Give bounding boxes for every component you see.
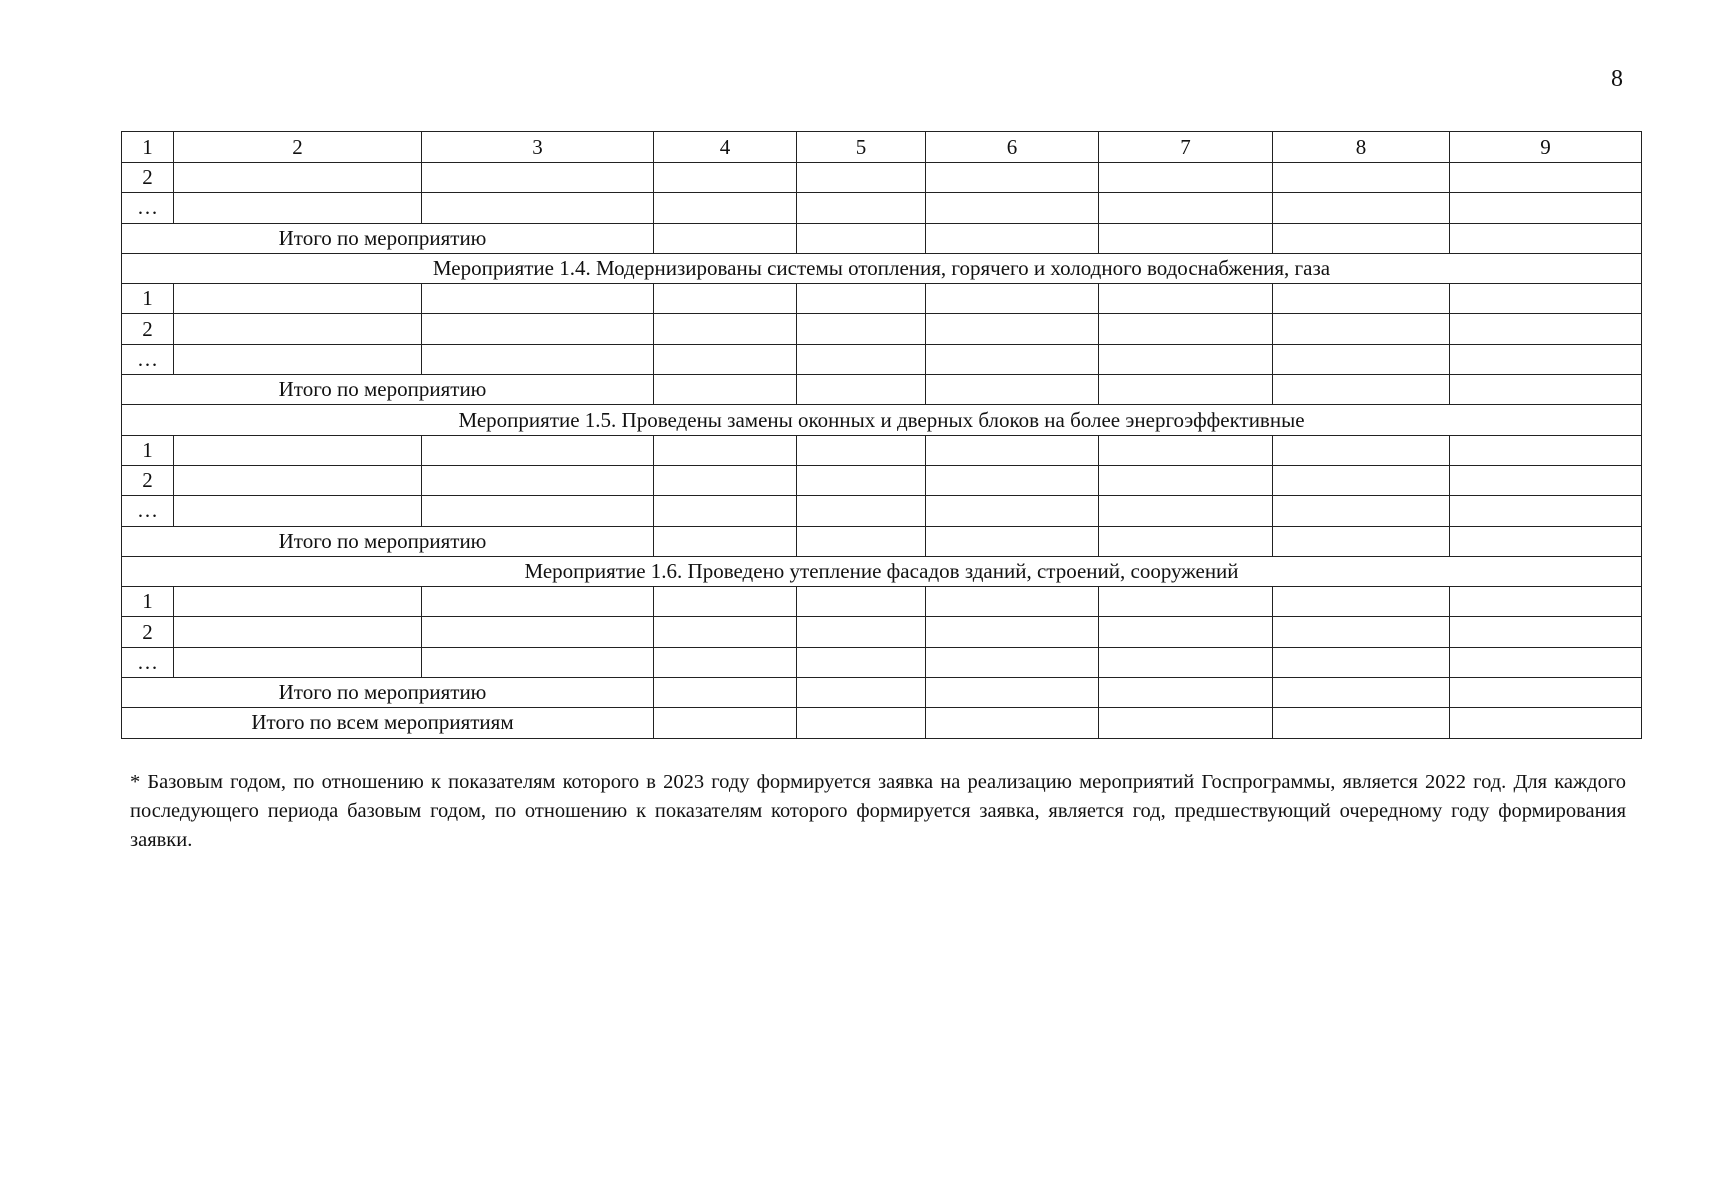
empty-cell [1273, 193, 1450, 223]
column-header: 5 [797, 132, 926, 163]
column-header: 9 [1450, 132, 1642, 163]
activity-total-row [122, 526, 1642, 556]
empty-cell [1450, 526, 1642, 556]
empty-cell [174, 314, 422, 344]
table-row [122, 647, 1642, 677]
empty-cell [926, 708, 1099, 738]
activities-table [121, 131, 1642, 739]
row-number: 2 [122, 163, 174, 193]
empty-cell [654, 375, 797, 405]
activity-total-label: Итого по мероприятию [122, 526, 654, 556]
empty-cell [422, 344, 654, 374]
empty-cell [1099, 223, 1273, 253]
page-number: 8 [1611, 66, 1623, 92]
empty-cell [797, 617, 926, 647]
empty-cell [1099, 193, 1273, 223]
empty-cell [1450, 193, 1642, 223]
empty-cell [926, 587, 1099, 617]
empty-cell [926, 526, 1099, 556]
activity-title-row [122, 556, 1642, 586]
empty-cell [1450, 678, 1642, 708]
column-header: 7 [1099, 132, 1273, 163]
table-row [122, 163, 1642, 193]
empty-cell [797, 708, 926, 738]
table-row [122, 435, 1642, 465]
empty-cell [654, 344, 797, 374]
table-row [122, 344, 1642, 374]
empty-cell [1450, 465, 1642, 495]
empty-cell [926, 465, 1099, 495]
column-header: 3 [422, 132, 654, 163]
empty-cell [654, 193, 797, 223]
row-number: 1 [122, 284, 174, 314]
empty-cell [654, 163, 797, 193]
empty-cell [1273, 284, 1450, 314]
empty-cell [797, 344, 926, 374]
empty-cell [926, 193, 1099, 223]
empty-cell [174, 344, 422, 374]
activity-total-label: Итого по мероприятию [122, 223, 654, 253]
empty-cell [926, 647, 1099, 677]
empty-cell [654, 223, 797, 253]
row-number: … [122, 344, 174, 374]
empty-cell [422, 284, 654, 314]
table-row [122, 496, 1642, 526]
empty-cell [422, 163, 654, 193]
empty-cell [1099, 375, 1273, 405]
empty-cell [797, 647, 926, 677]
empty-cell [797, 465, 926, 495]
empty-cell [174, 465, 422, 495]
empty-cell [1273, 223, 1450, 253]
empty-cell [1273, 587, 1450, 617]
empty-cell [1273, 617, 1450, 647]
empty-cell [422, 435, 654, 465]
empty-cell [926, 375, 1099, 405]
row-number: … [122, 193, 174, 223]
empty-cell [1273, 708, 1450, 738]
empty-cell [797, 193, 926, 223]
empty-cell [654, 435, 797, 465]
empty-cell [1099, 465, 1273, 495]
empty-cell [174, 587, 422, 617]
empty-cell [926, 435, 1099, 465]
empty-cell [1450, 314, 1642, 344]
empty-cell [654, 708, 797, 738]
empty-cell [1273, 647, 1450, 677]
empty-cell [1273, 526, 1450, 556]
empty-cell [797, 375, 926, 405]
empty-cell [654, 678, 797, 708]
column-header: 1 [122, 132, 174, 163]
activity-title: Мероприятие 1.6. Проведено утепление фасадов зданий, строений, сооружений [122, 556, 1642, 586]
empty-cell [1450, 647, 1642, 677]
row-number: 2 [122, 465, 174, 495]
empty-cell [1099, 617, 1273, 647]
table-row [122, 617, 1642, 647]
empty-cell [422, 465, 654, 495]
empty-cell [1450, 375, 1642, 405]
grand-total-label: Итого по всем мероприятиям [122, 708, 654, 738]
column-header: 2 [174, 132, 422, 163]
empty-cell [797, 435, 926, 465]
table-row [122, 587, 1642, 617]
empty-cell [1450, 587, 1642, 617]
empty-cell [926, 496, 1099, 526]
empty-cell [422, 647, 654, 677]
row-number: … [122, 496, 174, 526]
empty-cell [1099, 647, 1273, 677]
empty-cell [174, 193, 422, 223]
activity-total-label: Итого по мероприятию [122, 678, 654, 708]
empty-cell [1099, 163, 1273, 193]
empty-cell [1450, 496, 1642, 526]
empty-cell [654, 465, 797, 495]
footnote: * Базовым годом, по отношению к показателям которого в 2023 году формируется заявка на реализацию мероприятий Госпрограммы, является 2022 год. Для каждого последующего периода базовым годом, по отношению к показателям которого формируется заявка, является год, предшествующий очередному году формирования заявки. [130, 771, 1626, 851]
row-number: 2 [122, 617, 174, 647]
table-row [122, 465, 1642, 495]
activity-title-row [122, 253, 1642, 283]
empty-cell [1273, 496, 1450, 526]
empty-cell [797, 587, 926, 617]
column-header: 8 [1273, 132, 1450, 163]
empty-cell [654, 496, 797, 526]
empty-cell [422, 496, 654, 526]
empty-cell [174, 435, 422, 465]
column-header: 4 [654, 132, 797, 163]
empty-cell [926, 163, 1099, 193]
empty-cell [654, 617, 797, 647]
empty-cell [174, 284, 422, 314]
row-number: 2 [122, 314, 174, 344]
column-header: 6 [926, 132, 1099, 163]
activity-title: Мероприятие 1.4. Модернизированы системы отопления, горячего и холодного водоснабжения, газа [122, 253, 1642, 283]
activity-total-row [122, 223, 1642, 253]
empty-cell [1450, 223, 1642, 253]
empty-cell [1450, 344, 1642, 374]
empty-cell [1273, 678, 1450, 708]
empty-cell [1099, 435, 1273, 465]
empty-cell [797, 496, 926, 526]
empty-cell [797, 314, 926, 344]
empty-cell [1273, 314, 1450, 344]
empty-cell [1273, 435, 1450, 465]
empty-cell [797, 678, 926, 708]
empty-cell [1099, 314, 1273, 344]
empty-cell [174, 496, 422, 526]
empty-cell [654, 587, 797, 617]
empty-cell [174, 617, 422, 647]
empty-cell [1099, 496, 1273, 526]
activity-title: Мероприятие 1.5. Проведены замены оконных и дверных блоков на более энергоэффективные [122, 405, 1642, 435]
table-row [122, 193, 1642, 223]
empty-cell [1273, 465, 1450, 495]
empty-cell [926, 678, 1099, 708]
row-number: 1 [122, 435, 174, 465]
activity-total-label: Итого по мероприятию [122, 375, 654, 405]
empty-cell [1450, 708, 1642, 738]
empty-cell [1273, 344, 1450, 374]
empty-cell [1450, 163, 1642, 193]
empty-cell [654, 526, 797, 556]
empty-cell [797, 284, 926, 314]
empty-cell [1099, 344, 1273, 374]
empty-cell [422, 587, 654, 617]
empty-cell [926, 344, 1099, 374]
empty-cell [174, 647, 422, 677]
activity-title-row [122, 405, 1642, 435]
empty-cell [422, 314, 654, 344]
empty-cell [1099, 526, 1273, 556]
empty-cell [797, 526, 926, 556]
empty-cell [797, 163, 926, 193]
empty-cell [1273, 163, 1450, 193]
activity-total-row [122, 375, 1642, 405]
empty-cell [422, 193, 654, 223]
empty-cell [1099, 678, 1273, 708]
header-row [122, 132, 1642, 163]
empty-cell [1099, 708, 1273, 738]
activity-total-row [122, 678, 1642, 708]
grand-total-row [122, 708, 1642, 738]
empty-cell [1099, 587, 1273, 617]
empty-cell [926, 284, 1099, 314]
table-row [122, 284, 1642, 314]
empty-cell [797, 223, 926, 253]
empty-cell [926, 617, 1099, 647]
table-row [122, 314, 1642, 344]
empty-cell [926, 223, 1099, 253]
empty-cell [1099, 284, 1273, 314]
empty-cell [1273, 375, 1450, 405]
empty-cell [1450, 617, 1642, 647]
row-number: … [122, 647, 174, 677]
empty-cell [1450, 435, 1642, 465]
empty-cell [654, 284, 797, 314]
empty-cell [422, 617, 654, 647]
empty-cell [654, 647, 797, 677]
empty-cell [174, 163, 422, 193]
empty-cell [654, 314, 797, 344]
empty-cell [926, 314, 1099, 344]
row-number: 1 [122, 587, 174, 617]
empty-cell [1450, 284, 1642, 314]
